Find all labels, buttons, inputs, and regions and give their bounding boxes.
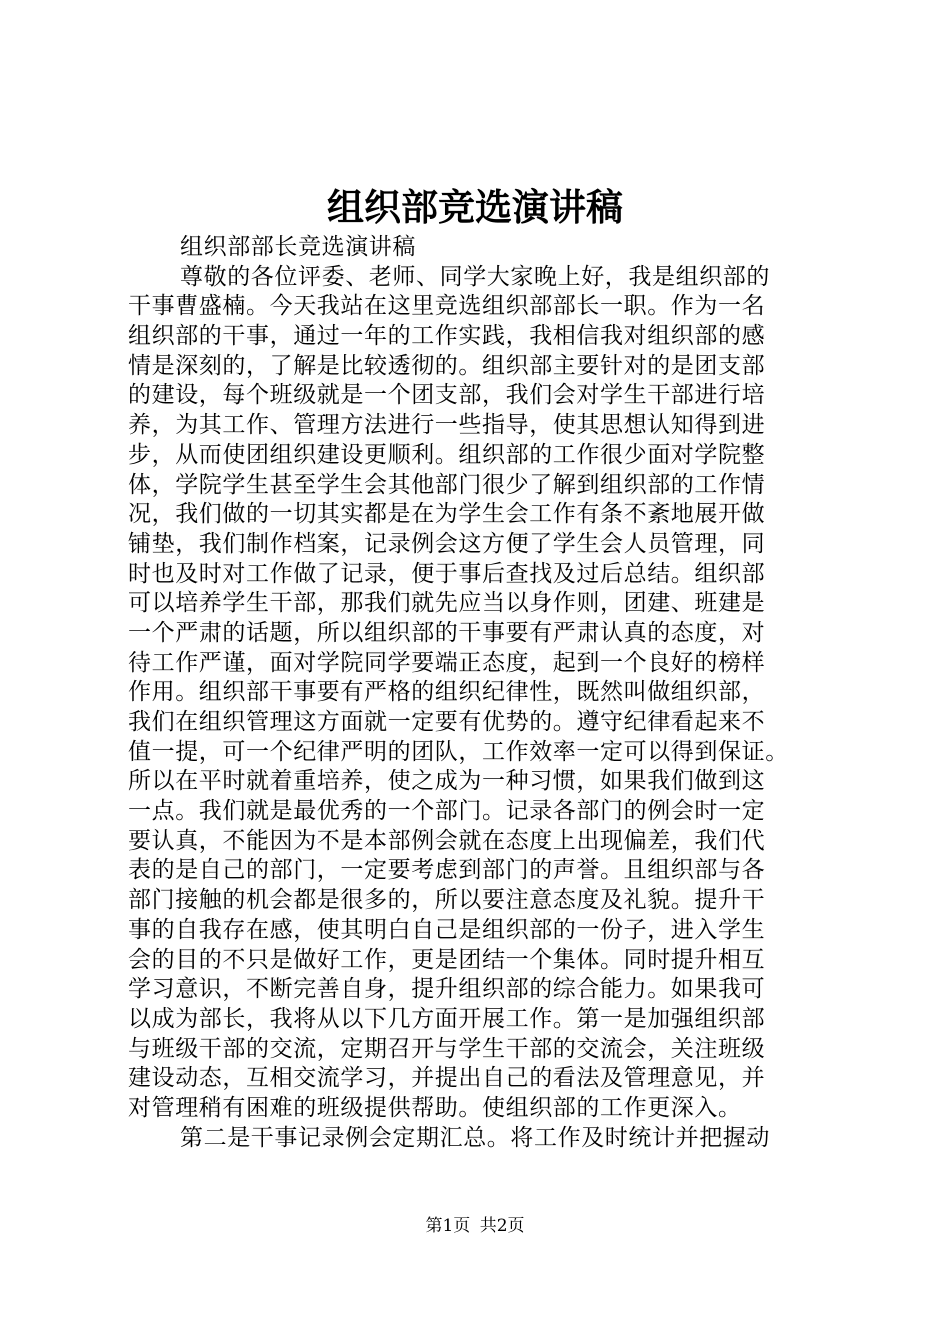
paragraph-line: 组织部的干事，通过一年的工作实践，我相信我对组织部的感 [128,323,766,350]
paragraph-line: 所以在平时就着重培养，使之成为一种习惯，如果我们做到这 [128,768,766,795]
page-total: 共2页 [479,1216,525,1236]
subtitle-line: 组织部部长竞选演讲稿 [180,234,416,260]
paragraph-line: 可以培养学生干部，那我们就先应当以身作则，团建、班建是 [128,590,766,617]
paragraph-line: 时也及时对工作做了记录，便于事后查找及过后总结。组织部 [128,560,766,587]
paragraph-line: 况，我们做的一切其实都是在为学生会工作有条不紊地展开做 [128,501,766,528]
paragraph-line: 铺垫，我们制作档案，记录例会这方便了学生会人员管理，同 [128,530,766,557]
paragraph-line: 步，从而使团组织建设更顺利。组织部的工作很少面对学院整 [128,441,766,468]
paragraph-line: 第二是干事记录例会定期汇总。将工作及时统计并把握动 [180,1124,770,1151]
paragraph-line: 学习意识，不断完善自身，提升组织部的综合能力。如果我可 [128,976,766,1003]
paragraph-line: 干事曹盛楠。今天我站在这里竞选组织部部长一职。作为一名 [128,293,766,320]
paragraph-line: 一点。我们就是最优秀的一个部门。记录各部门的例会时一定 [128,798,766,825]
paragraph-line: 以成为部长，我将从以下几方面开展工作。第一是加强组织部 [128,1005,766,1032]
paragraph-line: 表的是自己的部门，一定要考虑到部门的声誉。且组织部与各 [128,857,766,884]
paragraph-line: 情是深刻的，了解是比较透彻的。组织部主要针对的是团支部 [128,352,766,379]
paragraph-line: 对管理稍有困难的班级提供帮助。使组织部的工作更深入。 [128,1094,742,1121]
paragraph-line: 待工作严谨，面对学院同学要端正态度，起到一个良好的榜样 [128,649,766,676]
paragraph-line: 体，学院学生甚至学生会其他部门很少了解到组织部的工作情 [128,471,766,498]
paragraph-line: 事的自我存在感，使其明白自己是组织部的一份子，进入学生 [128,916,766,943]
paragraph-line: 会的目的不只是做好工作，更是团结一个集体。同时提升相互 [128,946,766,973]
document-body [128,233,840,1153]
paragraph-line: 部门接触的机会都是很多的，所以要注意态度及礼貌。提升干 [128,887,766,914]
paragraph-line: 与班级干部的交流，定期召开与学生干部的交流会，关注班级 [128,1035,766,1062]
page-footer [0,1215,950,1237]
paragraph-line: 一个严肃的话题，所以组织部的干事要有严肃认真的态度，对 [128,619,766,646]
paragraph-line: 建设动态，互相交流学习，并提出自己的看法及管理意见，并 [128,1065,766,1092]
paragraph-line: 我们在组织管理这方面就一定要有优势的。遵守纪律看起来不 [128,709,766,735]
paragraph-line: 的建设，每个班级就是一个团支部，我们会对学生干部进行培 [128,382,766,409]
document-title: 组织部竞选演讲稿 [327,185,623,229]
paragraph-line: 养，为其工作、管理方法进行一些指导，使其思想认知得到进 [128,412,766,439]
paragraph-line: 作用。组织部干事要有严格的组织纪律性，既然叫做组织部， [128,679,766,706]
paragraph-line: 尊敬的各位评委、老师、同学大家晚上好，我是组织部的 [180,263,770,290]
paragraph-line: 值一提，可一个纪律严明的团队，工作效率一定可以得到保证。 [128,738,789,765]
page-number: 第1页 [425,1216,471,1236]
paragraph-line: 要认真，不能因为不是本部例会就在态度上出现偏差，我们代 [128,827,766,854]
